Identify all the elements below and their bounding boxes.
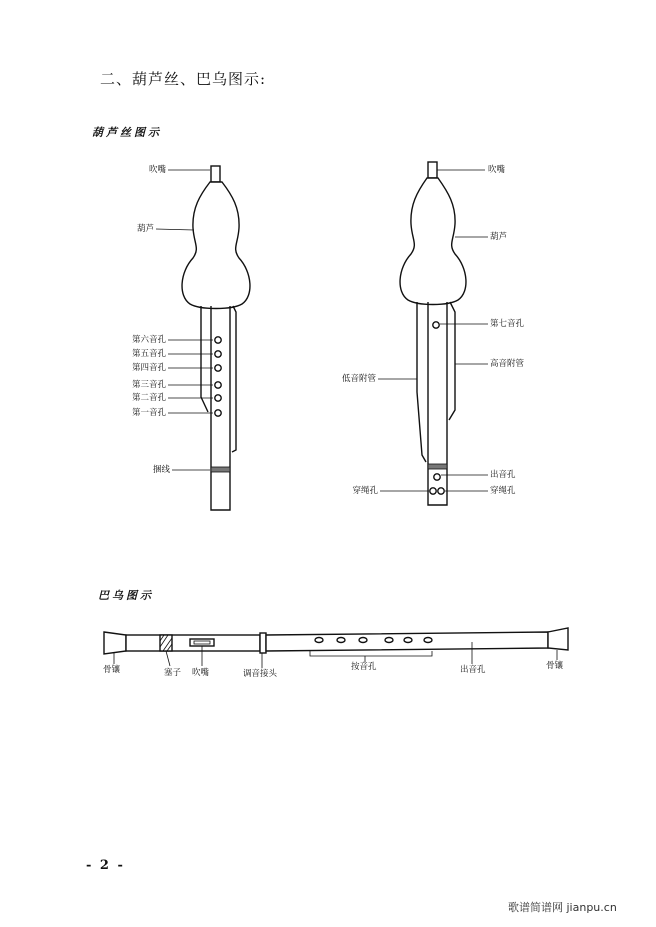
- section-heading: 二、葫芦丝、巴乌图示:: [100, 70, 267, 88]
- high-pipe-label: 高音附管: [490, 359, 525, 369]
- low-pipe-label: 低音附管: [341, 374, 376, 384]
- hole5-label: 第五音孔: [131, 349, 166, 359]
- page-number: - 2 -: [86, 858, 125, 873]
- rope-hole-right-label: 穿绳孔: [490, 486, 516, 496]
- hole2-label: 第二音孔: [131, 393, 166, 403]
- hole1-label: 第一音孔: [131, 408, 166, 418]
- bawu-drawing: [104, 628, 568, 668]
- bawu-joint-label: 调音接头: [243, 669, 278, 679]
- left-gourd-label: 葫芦: [136, 224, 154, 234]
- bawu-diagram-title: 巴乌图示: [98, 589, 154, 602]
- bawu-holes-label: 按音孔: [351, 662, 377, 672]
- hole6-label: 第六音孔: [131, 335, 166, 345]
- right-mouthpiece-label: 吹嘴: [488, 165, 506, 175]
- watermark: 歌谱简谱网 jianpu.cn: [508, 901, 617, 914]
- hole3-label: 第三音孔: [131, 380, 166, 390]
- bawu-bone-right-label: 骨镶: [546, 661, 564, 671]
- hole7-label: 第七音孔: [490, 319, 525, 329]
- hulusi-diagram-title: 葫芦丝图示: [92, 126, 162, 139]
- bawu-mouthpiece-label: 吹嘴: [192, 668, 210, 678]
- left-hulusi-drawing: [156, 166, 250, 510]
- binding-label: 捆线: [152, 465, 170, 475]
- right-gourd-label: 葫芦: [490, 232, 508, 242]
- right-hulusi-drawing: [378, 162, 488, 505]
- rope-hole-left-label: 穿绳孔: [352, 486, 378, 496]
- right-outlet-label: 出音孔: [490, 470, 516, 480]
- hole4-label: 第四音孔: [131, 363, 166, 373]
- bawu-bone-left-label: 骨镶: [103, 665, 121, 675]
- bawu-plug-label: 塞子: [164, 668, 182, 678]
- bawu-outlet-label: 出音孔: [460, 665, 486, 675]
- left-mouthpiece-label: 吹嘴: [148, 165, 166, 175]
